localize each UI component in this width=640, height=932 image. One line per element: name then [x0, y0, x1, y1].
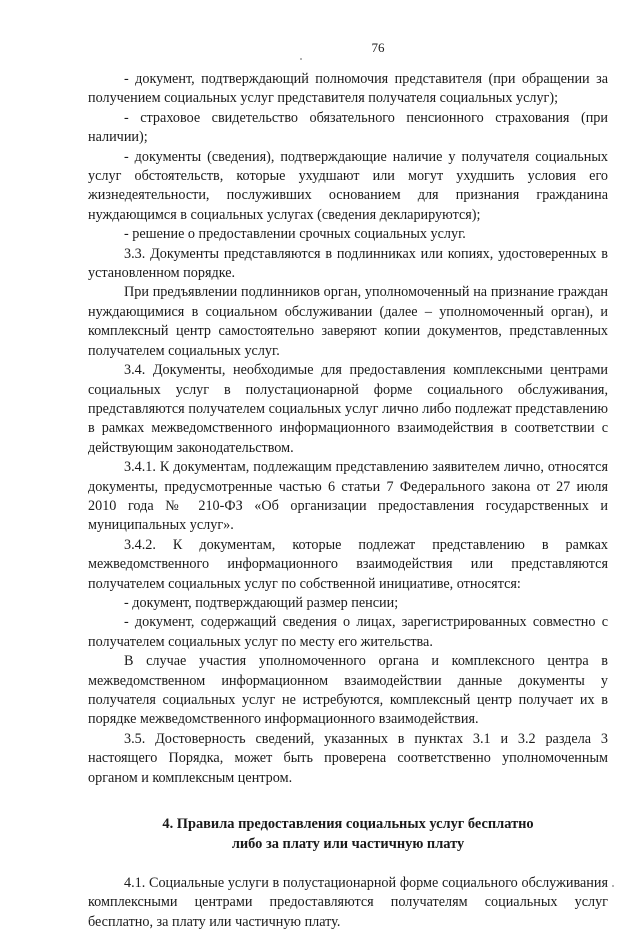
paragraph-3-4-2: 3.4.2. К документам, которые подлежат представлению в рамках межведомственного информационного взаимодействия или представляются получателем социальных услуг по собственной инициативе, относятся:	[88, 536, 608, 592]
scan-speck	[300, 58, 302, 60]
scan-speck	[612, 885, 614, 887]
paragraph-registered-persons-document: - документ, содержащий сведения о лицах, зарегистрированных совместно с получателем социальных услуг по месту его жительства.	[88, 614, 608, 650]
body-text	[88, 70, 608, 788]
paragraph-pension-amount-document: - документ, подтверждающий размер пенсии;	[124, 594, 399, 611]
paragraph-representative-document: - документ, подтверждающий полномочия представителя (при обращении за получением социальных услуг представителя получателя социальных услуг);	[88, 71, 608, 107]
paragraph-interagency-interaction: В случае участия уполномоченного органа и комплексного центра в межведомственном информационном взаимодействии данные документы у получателя социальных услуг не истребуются, комплексный центр получает их в порядке межведомственного информационного взаимодействия.	[88, 653, 608, 728]
paragraph-3-4-1: 3.4.1. К документам, подлежащим представлению заявителем лично, относятся документы, предусмотренные частью 6 статьи 7 Федерального закона от 27 июля 2010 года № 210-ФЗ «Об организации предоставления государственных и муниципальных услуг».	[88, 459, 608, 534]
section-4-title	[88, 814, 608, 854]
paragraph-urgent-services-decision: - решение о предоставлении срочных социальных услуг.	[124, 226, 466, 243]
paragraph-circumstances-documents: - документы (сведения), подтверждающие наличие у получателя социальных услуг обстоятельств, которые ухудшают или могут ухудшить условия его жизнедеятельности, послуживших основанием для признания гражданина нуждающимся в социальных услугах (сведения декларируются);	[88, 148, 608, 223]
paragraph-3-5: 3.5. Достоверность сведений, указанных в пунктах 3.1 и 3.2 раздела 3 настоящего Порядка, может быть проверена соответственно уполномоченным органом и комплексным центром.	[88, 730, 608, 786]
page-number: 76	[371, 40, 385, 55]
paragraph-3-4: 3.4. Документы, необходимые для предоставления комплексными центрами социальных услуг в полустационарной форме социального обслуживания, представляются получателем социальных услуг лично либо подлежат представлению в рамках межведомственного информационного взаимодействия в соответствии с действующим законодательством.	[88, 362, 608, 456]
paragraph-3-3: 3.3. Документы представляются в подлинниках или копиях, удостоверенных в установленном порядке.	[88, 245, 608, 282]
section-title-line-2: либо за плату или частичную плату	[231, 836, 465, 853]
paragraph-originals-certification: При предъявлении подлинников орган, уполномоченный на признание граждан нуждающимися в социальном обслуживании (далее – уполномоченный орган), и комплексный центр самостоятельно заверяют копии документов, представленных получателем социальных услуг.	[88, 284, 608, 359]
section-title-line-1: 4. Правила предоставления социальных услуг бесплатно	[162, 816, 534, 833]
paragraph-pension-certificate: - страховое свидетельство обязательного пенсионного страхования (при наличии);	[88, 109, 608, 146]
paragraph-4-1: 4.1. Социальные услуги в полустационарной форме социального обслуживания комплексными центрами предоставляются получателям социальных услуг бесплатно, за плату или частичную плату.	[88, 875, 608, 930]
